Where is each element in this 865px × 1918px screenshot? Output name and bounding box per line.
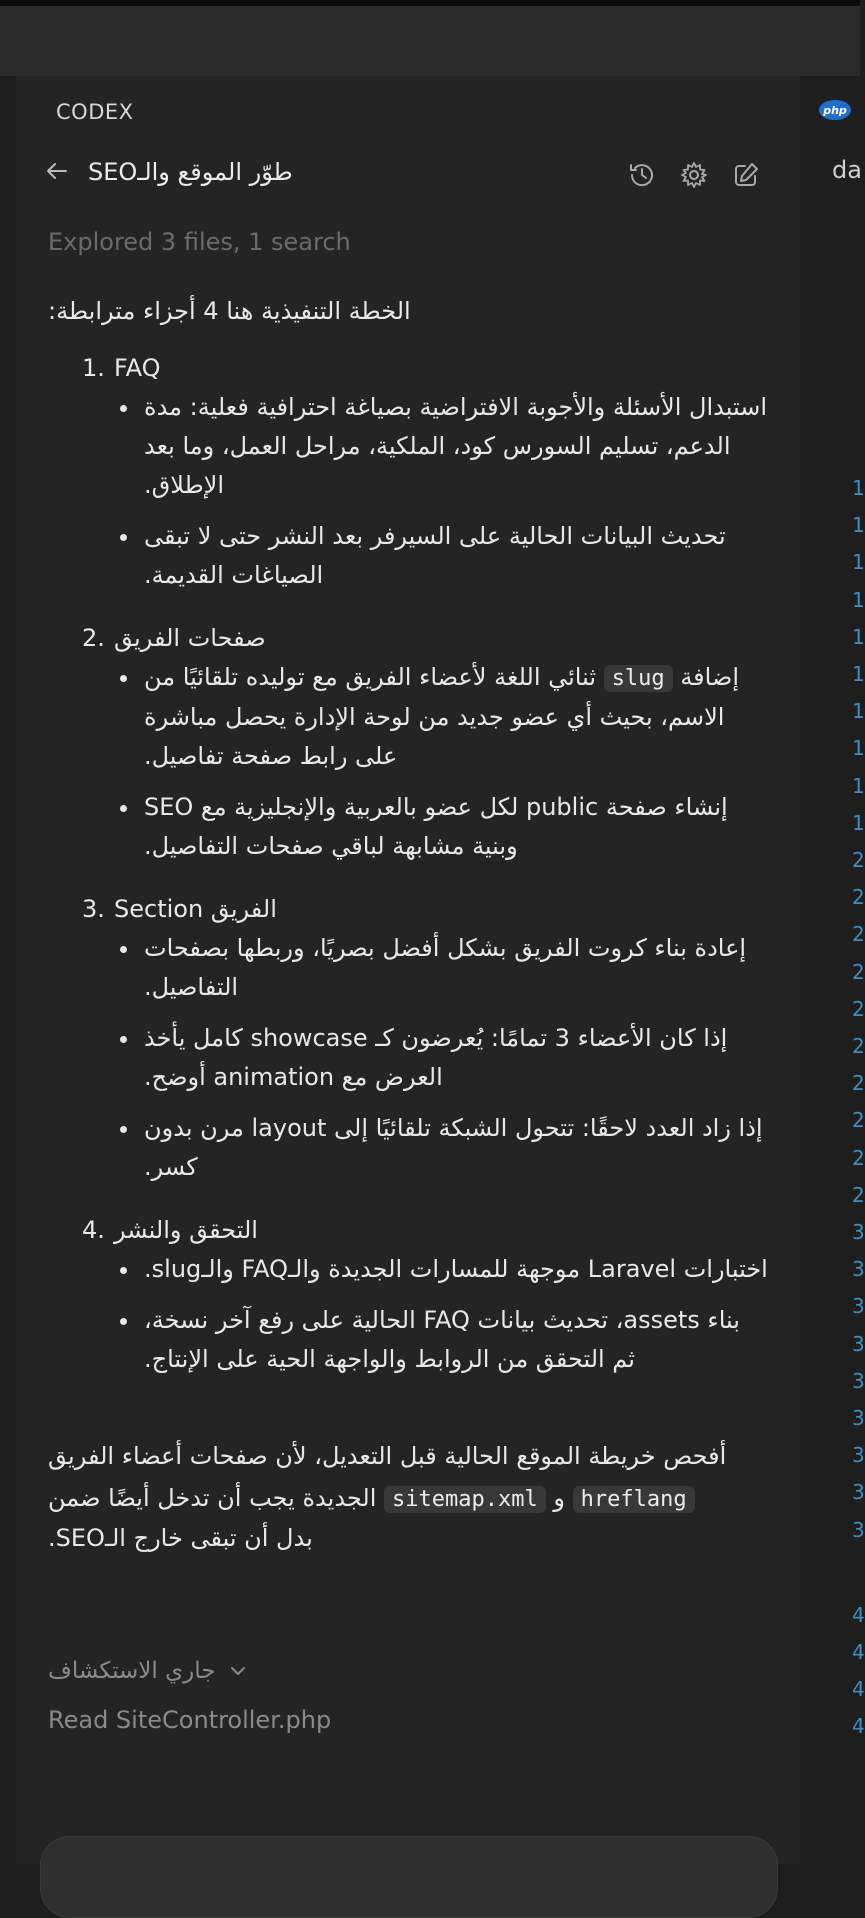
- line-number: 3: [852, 1517, 865, 1542]
- bullet-text: إذا كان الأعضاء 3 تمامًا: يُعرضون كـ showcase كامل يأخذ العرض مع animation أوضح.: [144, 1024, 728, 1091]
- line-number: 4: [852, 1714, 865, 1739]
- plan-item-title: صفحات الفريق: [114, 624, 266, 652]
- back-arrow-icon[interactable]: [44, 160, 70, 182]
- closing-line: [48, 1479, 770, 1519]
- plan-item-heading: [82, 890, 770, 929]
- plan-item-title: التحقق والنشر: [114, 1216, 258, 1244]
- bullet-text: استبدال الأسئلة والأجوبة الافتراضية بصياغة احترافية فعلية: مدة الدعم، تسليم السورس كود، الملكية، مراحل العمل، وما بعد الإطلاق.: [144, 393, 768, 499]
- message-composer[interactable]: [40, 1836, 778, 1918]
- bullet-dot: [120, 405, 127, 412]
- plan-item-heading: [82, 349, 770, 388]
- assistant-message: [48, 292, 770, 1558]
- bullet-text: إنشاء صفحة public لكل عضو بالعربية والإنجليزية مع SEO وبنية مشابهة لباقي صفحات التفاصيل.: [144, 793, 728, 860]
- list-item: [96, 1301, 770, 1379]
- list-item: [96, 517, 770, 595]
- list-item: [96, 1250, 770, 1289]
- plan-item-4: [48, 1211, 770, 1379]
- list-item: [96, 1109, 770, 1187]
- plan-item-number: 3.: [82, 895, 105, 923]
- plan-item-3: [48, 890, 770, 1187]
- line-number: 2: [852, 1108, 865, 1133]
- bullet-text: إذا زاد العدد لاحقًا: تتحول الشبكة تلقائيًا إلى layout مرن بدون كسر.: [144, 1114, 763, 1181]
- thread-title: طوّر الموقع والـSEO: [88, 158, 293, 186]
- window-edge: [0, 0, 860, 6]
- line-number: 1: [852, 662, 865, 686]
- list-item: [96, 388, 770, 505]
- line-number: 2: [852, 996, 865, 1021]
- line-number: 3: [852, 1406, 865, 1430]
- line-number: 1: [852, 624, 865, 649]
- bullet-text: إعادة بناء كروت الفريق بشكل أفضل بصريًا، وربطها بصفحات التفاصيل.: [144, 934, 747, 1001]
- bullet-dot: [120, 675, 127, 682]
- line-number: 3: [852, 1220, 865, 1244]
- php-file-icon[interactable]: php: [819, 100, 851, 120]
- line-number: 2: [852, 1182, 865, 1207]
- line-number: 2: [852, 1071, 865, 1096]
- bullet-dot: [120, 805, 127, 812]
- line-number: 1: [852, 513, 865, 538]
- plan-item-number: 2.: [82, 624, 105, 652]
- list-item: [96, 1019, 770, 1097]
- line-number: 1: [852, 699, 865, 724]
- line-number: 2: [852, 959, 865, 984]
- bullet-dot: [120, 1318, 127, 1325]
- inline-code: slug: [604, 665, 673, 692]
- line-number: 1: [852, 810, 865, 835]
- line-number: 2: [852, 1145, 865, 1170]
- plan-item-heading: [82, 619, 770, 658]
- closing-text: الجديدة يجب أن تدخل أيضًا ضمن: [48, 1484, 377, 1512]
- editor-peek: [800, 76, 865, 1864]
- bullet-text-part: ثنائي اللغة لأعضاء الفريق مع توليده تلقائيًا من الاسم، بحيث أي عضو جديد من لوحة الإدارة يحصل مباشرة على رابط صفحة تفاصيل.: [144, 663, 725, 770]
- gear-icon[interactable]: [679, 160, 709, 190]
- bullet-text: [144, 658, 770, 776]
- exploring-toggle[interactable]: [48, 1658, 247, 1684]
- line-number: 1: [852, 476, 865, 500]
- closing-text: و: [553, 1484, 565, 1512]
- line-number: 3: [852, 1257, 865, 1282]
- closing-line: بدل أن تبقى خارج الـSEO.: [48, 1524, 313, 1552]
- line-number: 4: [852, 1640, 865, 1664]
- bullet-text: تحديث البيانات الحالية على السيرفر بعد النشر حتى لا تبقى الصياغات القديمة.: [144, 522, 726, 589]
- line-number: 1: [852, 550, 865, 575]
- line-number: 3: [852, 1294, 865, 1319]
- plan-item-1: [48, 349, 770, 595]
- bullet-text-part: إضافة: [680, 663, 740, 691]
- editor-tab-text[interactable]: da: [832, 156, 862, 184]
- plan-item-2: [48, 619, 770, 866]
- plan-item-number: 4.: [82, 1216, 105, 1244]
- line-number: 3: [852, 1480, 865, 1505]
- panel-title: CODEX: [56, 100, 134, 124]
- list-item: [96, 658, 770, 776]
- exploring-label: جاري الاستكشاف: [48, 1658, 216, 1684]
- plan-item-number: 1.: [82, 354, 105, 382]
- line-number: 2: [852, 922, 865, 947]
- closing-paragraph: [48, 1437, 770, 1558]
- bullet-dot: [120, 1126, 127, 1133]
- list-item: [96, 788, 770, 866]
- line-number: 2: [852, 1034, 865, 1058]
- plan-item-title: FAQ: [114, 354, 161, 382]
- explored-status[interactable]: Explored 3 files, 1 search: [48, 228, 351, 256]
- list-item: [96, 929, 770, 1007]
- bullet-text: بناء assets، تحديث بيانات FAQ الحالية على رفع آخر نسخة، ثم التحقق من الروابط والواجهة الحية على الإنتاج.: [144, 1306, 740, 1373]
- line-number: 1: [852, 773, 865, 798]
- line-number: 2: [852, 848, 865, 872]
- bullet-dot: [120, 1267, 127, 1274]
- chevron-down-icon: [229, 1665, 247, 1677]
- line-number: 1: [852, 736, 865, 761]
- line-number: 3: [852, 1331, 865, 1356]
- line-number: 4: [852, 1602, 865, 1627]
- new-chat-icon[interactable]: [731, 160, 761, 190]
- plan-item-title: Section الفريق: [114, 895, 277, 923]
- line-number: 3: [852, 1443, 865, 1468]
- inline-code: sitemap.xml: [384, 1486, 546, 1513]
- bullet-dot: [120, 534, 127, 541]
- bullet-text: اختبارات Laravel موجهة للمسارات الجديدة والـFAQ والـslug.: [144, 1255, 768, 1283]
- history-icon[interactable]: [627, 160, 657, 190]
- plan-intro: الخطة التنفيذية هنا 4 أجزاء مترابطة:: [48, 297, 411, 325]
- bullet-dot: [120, 946, 127, 953]
- line-number: 2: [852, 885, 865, 910]
- bullet-dot: [120, 1036, 127, 1043]
- line-number: 4: [852, 1677, 865, 1702]
- inline-code: hreflang: [573, 1486, 695, 1513]
- window-top-bar: [0, 0, 860, 76]
- activity-read-file[interactable]: Read SiteController.php: [48, 1706, 332, 1734]
- plan-item-heading: [82, 1211, 770, 1250]
- line-number: 3: [852, 1368, 865, 1393]
- line-number: 1: [852, 587, 865, 612]
- closing-line: أفحص خريطة الموقع الحالية قبل التعديل، لأن صفحات أعضاء الفريق: [48, 1442, 727, 1470]
